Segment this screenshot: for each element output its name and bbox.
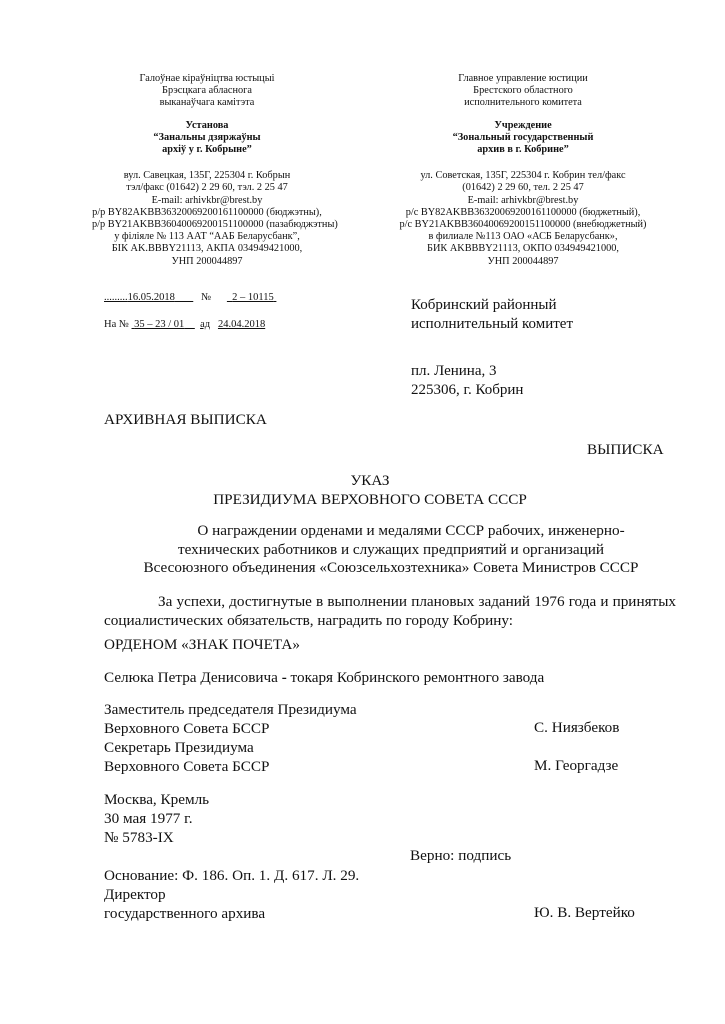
email-line: E-mail: arhivkbr@brest.by — [151, 194, 263, 206]
institution-line: “Занальны дзяржаўны — [153, 131, 261, 143]
about-line: О награждении орденами и медалями СССР рабочих, инженерно- — [197, 522, 625, 539]
account-line: р/с BY82AKBB36320069200161100000 (бюджетный), — [405, 206, 641, 218]
contact-line: ул. Советская, 135Г, 225304 г. Кобрин тел/факс — [420, 170, 626, 182]
director-title: Директор — [104, 886, 166, 903]
unp-line: УНП 200044897 — [487, 255, 559, 267]
institution-line: архіў у г. Кобрыне” — [162, 144, 252, 156]
outgoing-reference — [104, 292, 276, 303]
verno-line: Верно: подпись — [410, 847, 512, 864]
signer-name: М. Георгадзе — [534, 757, 619, 774]
about-line: технических работников и служащих предприятий и организаций — [178, 540, 604, 558]
signer-title: Заместитель председателя Президиума — [104, 701, 357, 718]
awardee-name: Селюка Петра Денисовича — [104, 669, 278, 686]
bank-codes-line: БІК AK.BBBY21113, АКПА 034949421000, — [111, 243, 303, 255]
address-line: 225306, г. Кобрин — [411, 382, 524, 398]
account-line: р/р BY82AKBB36320069200161100000 (бюджэтны), — [92, 206, 322, 218]
org-line: Брэсцкага абласнога — [162, 85, 252, 97]
doc-subtitle: ВЫПИСКА — [587, 441, 664, 458]
incoming-ad-label: ад — [200, 319, 211, 330]
director-title: государственного архива — [104, 905, 266, 922]
org-line: Брестского областного — [473, 85, 573, 97]
signer-name: С. Ниязбеков — [534, 719, 620, 736]
letterhead-right — [398, 73, 648, 268]
awardee-line — [104, 668, 544, 687]
contact-line: тэл/факс (01642) 2 29 60, тэл. 2 25 47 — [126, 182, 288, 194]
awardee-role: токаря Кобринского ремонтного завода — [290, 669, 545, 686]
award-paragraph: За успехи, достигнутые в выполнении плановых заданий 1976 года и принятых социалистических обязательств, наградить по городу Кобрину: — [104, 593, 676, 629]
institution-line: Учреждение — [494, 119, 552, 131]
signer-title: Верховного Совета БССР — [104, 720, 270, 737]
recipient-block — [411, 296, 573, 334]
ref-date: .........16.05.2018 — [104, 292, 175, 303]
director-block — [104, 885, 265, 923]
ukaz-about — [96, 522, 686, 578]
ukaz-line: УКАЗ — [350, 472, 390, 489]
institution-line: Установа — [185, 119, 229, 131]
account-line: р/р BY21AKBB36040069200151100000 (пазабюджэтны) — [92, 219, 338, 231]
org-line: выканаўчага камітэта — [159, 97, 255, 109]
bank-line: в филиале №113 ОАО «АСБ Беларусбанк», — [428, 231, 618, 243]
basis-line: Основание: Ф. 186. Оп. 1. Д. 617. Л. 29. — [104, 867, 360, 884]
ukaz-line: ПРЕЗИДИУМА ВЕРХОВНОГО СОВЕТА СССР — [213, 490, 527, 508]
bank-line: у філіяле № 113 ААТ “ААБ Беларусбанк”, — [114, 231, 300, 243]
incoming-date: 24.04.2018 — [217, 319, 266, 330]
incoming-number: 35 – 23 / 01 — [134, 319, 185, 330]
ref-number: 2 – 10115 — [232, 292, 274, 303]
issue-date: 30 мая 1977 г. — [104, 810, 193, 827]
issue-number: № 5783-IX — [104, 829, 174, 846]
institution-line: “Зональный государственный — [452, 131, 594, 143]
account-line: р/с BY21AKBB36040069200151100000 (внебюджетный) — [399, 219, 647, 231]
email-line: E-mail: arhivkbr@brest.by — [467, 194, 579, 206]
recipient-address — [411, 362, 523, 400]
doc-title: АРХИВНАЯ ВЫПИСКА — [104, 411, 267, 428]
recipient-line: исполнительный комитет — [411, 316, 574, 332]
order-name: ОРДЕНОМ «ЗНАК ПОЧЕТА» — [104, 636, 300, 653]
awardee-separator: - — [277, 669, 291, 686]
bank-codes-line: БИК AKBBBY21113, ОКПО 034949421000, — [427, 243, 619, 255]
institution-line: архив в г. Кобрине” — [477, 144, 569, 156]
about-line: Всесоюзного объединения «Союзсельхозтехника» Совета Министров СССР — [143, 559, 639, 576]
recipient-line: Кобринский районный — [411, 297, 557, 313]
org-line: исполнительного комитета — [464, 97, 582, 109]
signer-block — [104, 700, 357, 776]
signer-title: Секретарь Президиума — [104, 739, 254, 756]
contact-line: (01642) 2 29 60, тел. 2 25 47 — [462, 182, 584, 194]
letterhead-left — [92, 73, 338, 268]
org-line: Главное управление юстиции — [458, 73, 588, 84]
contact-line: вул. Савецкая, 135Г, 225304 г. Кобрын — [123, 170, 291, 182]
incoming-label: На № — [104, 319, 129, 330]
issue-place: Москва, Кремль — [104, 791, 210, 808]
unp-line: УНП 200044897 — [171, 255, 243, 267]
ref-number-label: № — [201, 292, 212, 303]
org-line: Галоўнае кіраўніцтва юстыцыі — [139, 73, 275, 84]
ukaz-heading — [70, 472, 670, 509]
signer-title: Верховного Совета БССР — [104, 758, 270, 775]
issue-block — [104, 790, 209, 847]
director-name: Ю. В. Вертейко — [534, 904, 635, 921]
incoming-reference — [104, 319, 265, 330]
address-line: пл. Ленина, 3 — [411, 363, 497, 379]
